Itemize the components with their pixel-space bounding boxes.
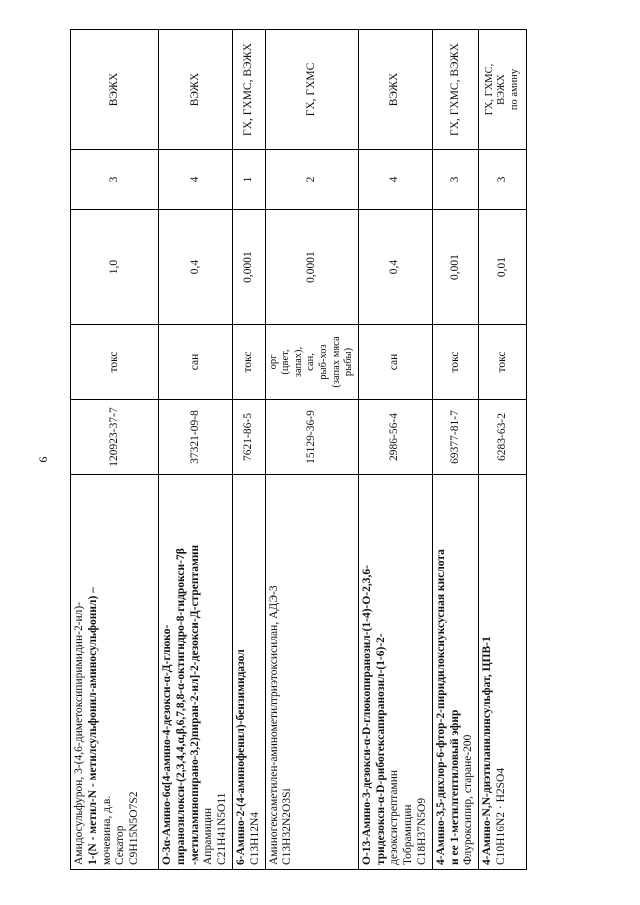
cas-number-cell: 69377-81-7 bbox=[432, 400, 478, 475]
hazard-class-cell: 4 bbox=[159, 150, 233, 210]
name-line: дезоксистрептамин bbox=[388, 769, 401, 865]
hazard-cell: токс bbox=[432, 325, 478, 400]
hazard-cell: токс bbox=[232, 325, 265, 400]
analysis-method-cell-line: ГХ, ГХМС, bbox=[483, 63, 495, 116]
limit-value-cell: 0,0001 bbox=[265, 210, 358, 325]
hazard-class-cell: 3 bbox=[479, 150, 527, 210]
name-line: О-13-Амино-3-дезокси-α-D-глюкопиранозил-(1-4)-О-2,3,6- bbox=[360, 565, 373, 865]
name-line: 6-Амино-2-(4-аминофенил)-бензимидазол bbox=[234, 649, 247, 865]
name-line: О-3α-Амино-6α[4-амино-4-дезокси-α-Д-глюко- bbox=[161, 624, 173, 865]
substance-name-cell bbox=[159, 475, 233, 870]
hazard-cell-line: рыбы) bbox=[343, 347, 355, 377]
cas-number-cell: 6283-63-2 bbox=[479, 400, 527, 475]
name-line: -метиламинопирано-3,2)пиран-2-ил]-2-дезокси-Д-стрептамин bbox=[188, 544, 201, 865]
hazard-cell-line: (запах мяса bbox=[330, 336, 342, 388]
substance-name-cell bbox=[71, 475, 159, 870]
name-line: тридезокси-α-D-рибогексапиранозил-(1-6)-2- bbox=[374, 633, 387, 865]
table-row bbox=[479, 30, 527, 870]
limit-value-cell: 0,001 bbox=[432, 210, 478, 325]
name-line: C9H15N5O7S2 bbox=[128, 791, 141, 865]
table-row bbox=[432, 30, 478, 870]
name-line: Амидосульфурон, 3-(4,6-диметоксипиримидин-2-ил)- bbox=[73, 601, 85, 865]
analysis-method-cell-line: ВЭЖХ bbox=[496, 74, 508, 105]
analysis-method-cell: ГХ, ГХМС, ВЭЖХ bbox=[432, 30, 478, 150]
analysis-method-cell-line: по амину bbox=[508, 68, 520, 111]
substance-name-cell bbox=[479, 475, 527, 870]
table-row bbox=[232, 30, 265, 870]
name-line: и ее 1-метилгептиловый эфир bbox=[448, 709, 461, 865]
hazard-cell bbox=[265, 325, 358, 400]
name-line: Секатор bbox=[114, 825, 127, 865]
cas-number-cell: 37321-09-8 bbox=[159, 400, 233, 475]
hazard-cell: сан bbox=[159, 325, 233, 400]
hazard-cell-line: (цвет, bbox=[280, 349, 292, 375]
limit-value-cell: 0,0001 bbox=[232, 210, 265, 325]
name-line: C13H32N2O3Si bbox=[281, 788, 294, 865]
limit-value-cell: 0,4 bbox=[358, 210, 432, 325]
table-row bbox=[71, 30, 159, 870]
hazard-cell: сан bbox=[358, 325, 432, 400]
name-line: 4-Амино-3,5-дихлор-6-фтор-2-пиридилоксиуксусная кислота bbox=[434, 549, 447, 865]
name-line: C13H12N4 bbox=[248, 811, 261, 865]
name-line: Флуроксипир, старане-200 bbox=[462, 734, 475, 865]
table-row bbox=[159, 30, 233, 870]
table-row bbox=[265, 30, 358, 870]
limit-value-cell: 0,4 bbox=[159, 210, 233, 325]
analysis-method-cell: ВЭЖХ bbox=[71, 30, 159, 150]
hazard-cell-line: запах), bbox=[292, 346, 304, 378]
name-line: C10H16N2 · H2SO4 bbox=[494, 767, 507, 865]
cas-number-cell: 120923-37-7 bbox=[71, 400, 159, 475]
limit-value-cell: 0,01 bbox=[479, 210, 527, 325]
cas-number-cell: 15129-36-9 bbox=[265, 400, 358, 475]
name-line: пиранозилокси-(2,3,4,4,α,β,6,7,8,8-α-октигидро-8-гидрокси-7β bbox=[174, 548, 187, 865]
substance-name-cell bbox=[432, 475, 478, 870]
name-line: Апрамицин bbox=[202, 807, 215, 865]
table-row bbox=[358, 30, 432, 870]
substance-name-cell bbox=[232, 475, 265, 870]
cas-number-cell: 2986-56-4 bbox=[358, 400, 432, 475]
page-number: 9 bbox=[36, 456, 51, 463]
hazard-class-cell: 4 bbox=[358, 150, 432, 210]
limit-value-cell: 1,0 bbox=[71, 210, 159, 325]
name-line: Тобрамицин bbox=[402, 804, 415, 865]
name-line: C18H37N5O9 bbox=[415, 797, 428, 865]
analysis-method-cell: ВЭЖХ bbox=[358, 30, 432, 150]
hazard-cell-line: орг bbox=[267, 354, 279, 370]
hazard-class-cell: 3 bbox=[432, 150, 478, 210]
hazard-class-cell: 2 bbox=[265, 150, 358, 210]
substance-name-cell bbox=[265, 475, 358, 870]
hazard-cell: токс bbox=[71, 325, 159, 400]
hazard-cell-line: рыб-хоз bbox=[317, 344, 329, 380]
name-line: 4-Амино-N,N-диэтиланилинсульфат, ЦПВ-1 bbox=[481, 636, 494, 865]
rotated-table-container bbox=[70, 30, 520, 870]
name-line: мочевина, д.в. bbox=[100, 795, 113, 865]
name-line: Аминогексаметилен-аминометилтриэтоксисилан, АДЭ-3 bbox=[267, 585, 280, 865]
cas-number-cell: 7621-86-5 bbox=[232, 400, 265, 475]
analysis-method-cell: ГХ, ГХМС bbox=[265, 30, 358, 150]
analysis-method-cell: ГХ, ГХМС, ВЭЖХ bbox=[232, 30, 265, 150]
analysis-method-cell: ВЭЖХ bbox=[159, 30, 233, 150]
hazard-class-cell: 3 bbox=[71, 150, 159, 210]
analysis-method-cell bbox=[479, 30, 527, 150]
hazard-class-cell: 1 bbox=[232, 150, 265, 210]
substance-table bbox=[70, 29, 527, 870]
name-line: C21H41N5O11 bbox=[216, 792, 229, 865]
hazard-cell: токс bbox=[479, 325, 527, 400]
substance-name-cell bbox=[358, 475, 432, 870]
hazard-cell-line: сан, bbox=[305, 353, 317, 371]
name-line: 1-(N - метил-N - метилсульфонил-аминосульфонил) – bbox=[86, 587, 99, 865]
